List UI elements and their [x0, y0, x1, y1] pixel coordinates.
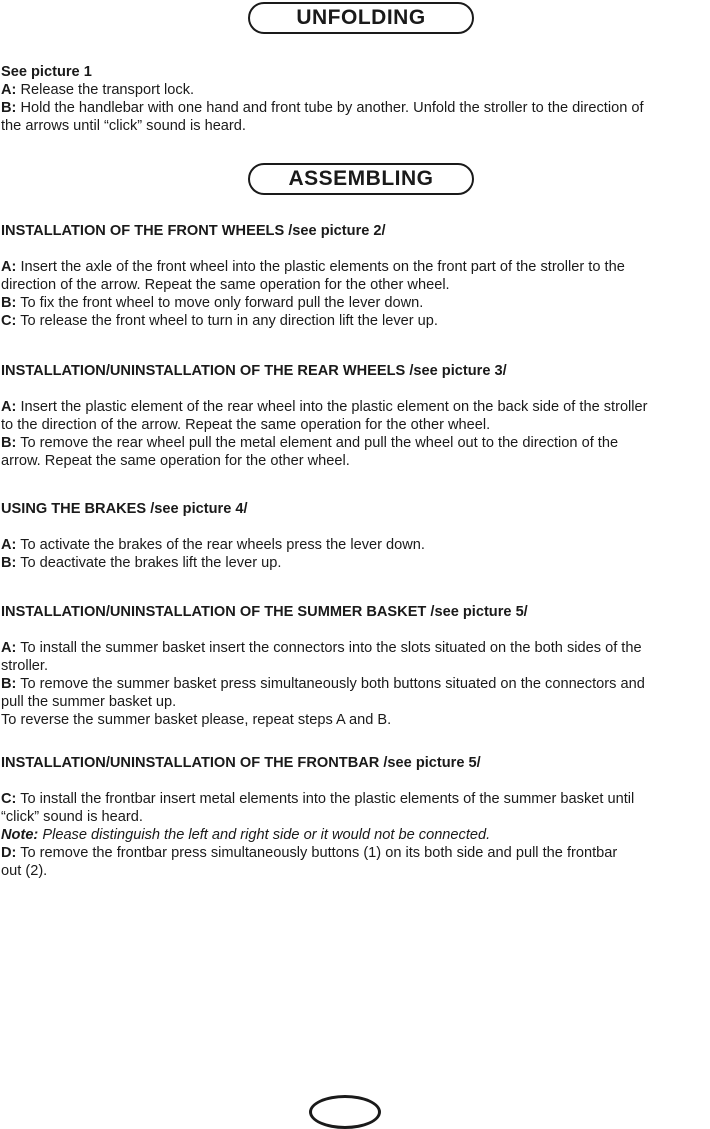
step-text: Insert the plastic element of the rear wheel into the plastic element on the back side of the stroller: [16, 399, 648, 415]
step-text: Hold the handlebar with one hand and front tube by another. Unfold the stroller to the direction of: [16, 100, 644, 116]
step-label: C:: [1, 313, 17, 329]
summer-basket-heading: INSTALLATION/UNINSTALLATION OF THE SUMMER BASKET /see picture 5/: [1, 604, 528, 620]
rear-wheels-heading: INSTALLATION/UNINSTALLATION OF THE REAR WHEELS /see picture 3/: [1, 363, 507, 379]
summer-basket-section: [1, 603, 710, 729]
note-text: Please distinguish the left and right side or it would not be connected.: [38, 827, 491, 843]
step-label: A:: [1, 399, 17, 415]
front-wheels-step-c: [1, 312, 710, 330]
brakes-heading: USING THE BRAKES /see picture 4/: [1, 501, 248, 517]
front-wheels-section: [1, 222, 710, 330]
step-label: A:: [1, 537, 17, 553]
step-text: Release the transport lock.: [16, 82, 195, 98]
page-marker-oval: [309, 1095, 381, 1129]
step-text: To fix the front wheel to move only forward pull the lever down.: [16, 295, 424, 311]
rear-wheels-step-b-cont: arrow. Repeat the same operation for the other wheel.: [1, 453, 350, 469]
front-wheels-step-b: [1, 294, 710, 312]
frontbar-heading: INSTALLATION/UNINSTALLATION OF THE FRONTBAR /see picture 5/: [1, 755, 481, 771]
front-wheels-step-a: [1, 258, 710, 276]
step-label: A:: [1, 259, 17, 275]
rear-wheels-step-a: [1, 398, 710, 416]
summer-basket-step-a-cont: stroller.: [1, 658, 49, 674]
unfolding-section: [1, 63, 710, 135]
step-text: To install the frontbar insert metal elements into the plastic elements of the summer basket until: [16, 791, 635, 807]
frontbar-step-c: [1, 790, 710, 808]
step-label: B:: [1, 295, 17, 311]
frontbar-step-d-cont: out (2).: [1, 863, 48, 879]
frontbar-step-d: [1, 844, 710, 862]
brakes-step-b: [1, 554, 710, 572]
unfolding-step-b-cont: the arrows until “click” sound is heard.: [1, 118, 246, 134]
step-text: To install the summer basket insert the connectors into the slots situated on the both sides of the: [16, 640, 642, 656]
step-label: D:: [1, 845, 17, 861]
step-label: A:: [1, 82, 17, 98]
unfolding-title: UNFOLDING: [248, 2, 474, 34]
rear-wheels-section: [1, 362, 710, 470]
step-text: Insert the axle of the front wheel into the plastic elements on the front part of the stroller to the: [16, 259, 625, 275]
assembling-title: ASSEMBLING: [248, 163, 474, 195]
brakes-step-a: [1, 536, 710, 554]
rear-wheels-step-b: [1, 434, 710, 452]
note-label: Note:: [1, 827, 39, 843]
step-label: B:: [1, 676, 17, 692]
summer-basket-step-b: [1, 675, 710, 693]
summer-basket-step-b-cont: pull the summer basket up.: [1, 694, 177, 710]
step-text: To remove the frontbar press simultaneously buttons (1) on its both side and pull the frontbar: [16, 845, 618, 861]
see-picture-1: See picture 1: [1, 64, 92, 80]
step-text: To release the front wheel to turn in any direction lift the lever up.: [16, 313, 438, 329]
brakes-section: [1, 500, 710, 572]
step-label: A:: [1, 640, 17, 656]
front-wheels-step-a-cont: direction of the arrow. Repeat the same operation for the other wheel.: [1, 277, 450, 293]
front-wheels-heading: INSTALLATION OF THE FRONT WHEELS /see picture 2/: [1, 223, 386, 239]
step-text: To remove the rear wheel pull the metal element and pull the wheel out to the direction of the: [16, 435, 619, 451]
summer-basket-reverse: To reverse the summer basket please, repeat steps A and B.: [1, 712, 392, 728]
summer-basket-step-a: [1, 639, 710, 657]
step-label: B:: [1, 555, 17, 571]
unfolding-step-b: [1, 99, 710, 117]
frontbar-note: [1, 826, 710, 844]
unfolding-step-a: [1, 81, 710, 99]
step-label: B:: [1, 100, 17, 116]
step-text: To remove the summer basket press simultaneously both buttons situated on the connectors and: [16, 676, 645, 692]
step-label: C:: [1, 791, 17, 807]
frontbar-step-c-cont: “click” sound is heard.: [1, 809, 143, 825]
step-text: To activate the brakes of the rear wheels press the lever down.: [16, 537, 425, 553]
step-label: B:: [1, 435, 17, 451]
rear-wheels-step-a-cont: to the direction of the arrow. Repeat the same operation for the other wheel.: [1, 417, 491, 433]
step-text: To deactivate the brakes lift the lever up.: [16, 555, 282, 571]
frontbar-section: [1, 754, 710, 880]
